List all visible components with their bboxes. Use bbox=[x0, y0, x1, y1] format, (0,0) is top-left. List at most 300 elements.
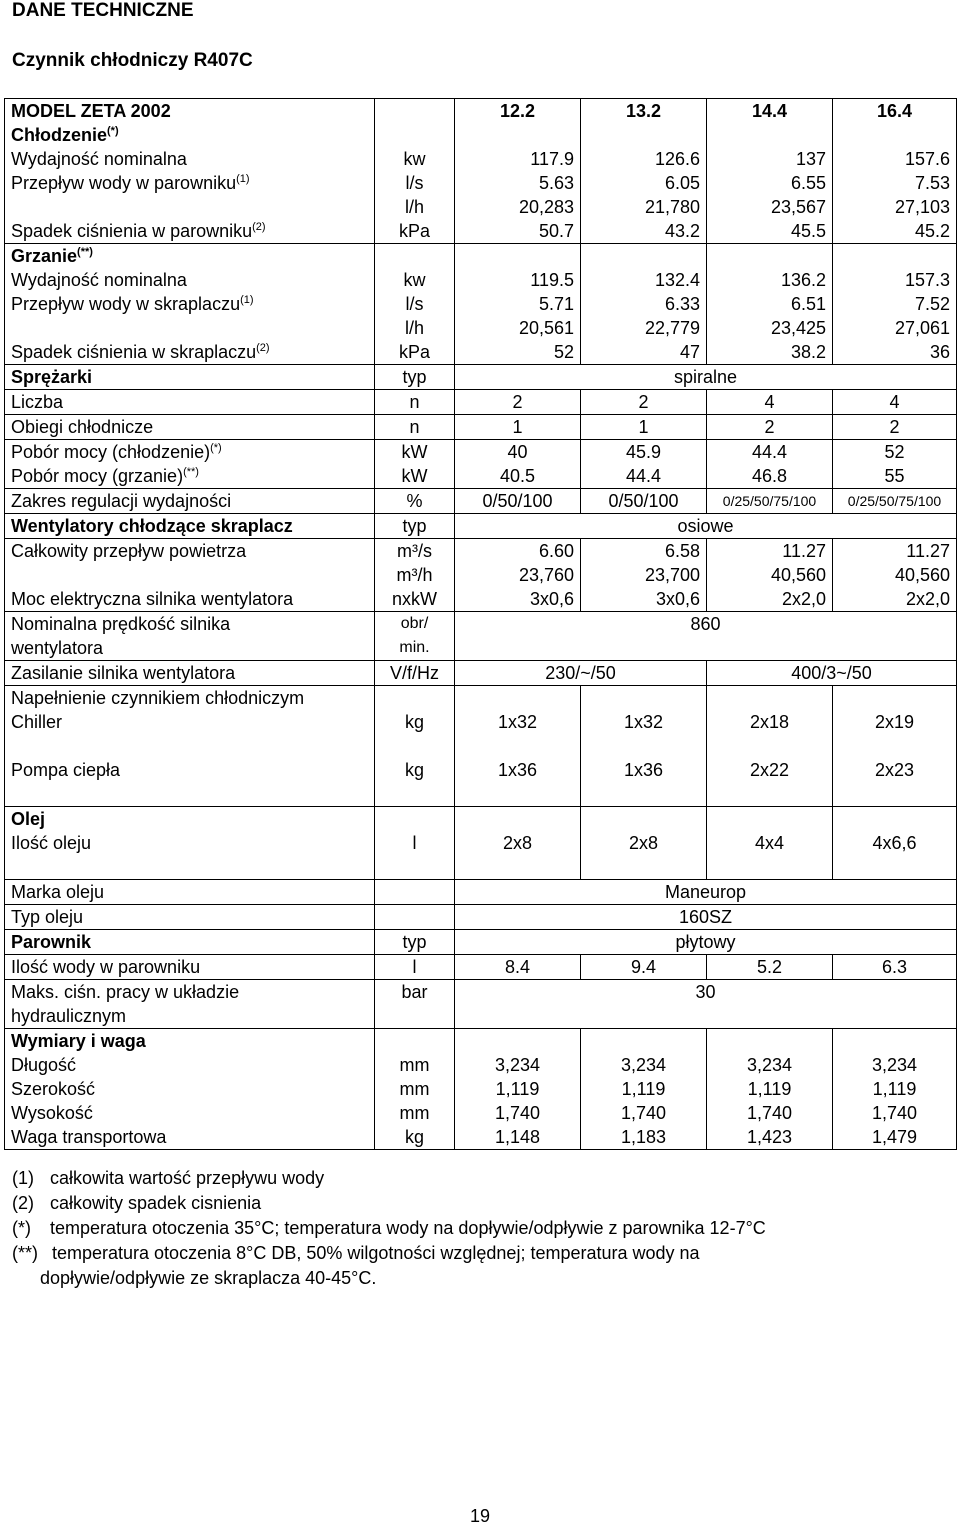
value-cell bbox=[833, 831, 957, 855]
footnote-mark: (2) bbox=[256, 342, 270, 354]
value-cell-text: 126.6 bbox=[654, 149, 700, 169]
value-cell bbox=[833, 1053, 957, 1077]
value-cell-text: 40,560 bbox=[770, 565, 826, 585]
value-cell bbox=[581, 268, 707, 292]
value-cell bbox=[455, 563, 581, 587]
cell-text: Chłodzenie bbox=[11, 125, 108, 145]
value-cell-text: 52 bbox=[553, 342, 574, 362]
footnotes bbox=[12, 1166, 952, 1291]
value-cell bbox=[455, 340, 581, 365]
unit-cell bbox=[375, 219, 455, 244]
unit-cell-text: l/h bbox=[404, 197, 424, 217]
value-cell-text: 3,234 bbox=[620, 1055, 667, 1075]
unit-cell bbox=[375, 464, 455, 489]
value-cell bbox=[455, 1077, 581, 1101]
unit-cell-text: mm bbox=[399, 1079, 430, 1099]
table-row bbox=[5, 316, 957, 340]
value-cell bbox=[707, 831, 833, 855]
value-cell-text: 44.4 bbox=[625, 466, 662, 486]
cell bbox=[581, 99, 707, 124]
value-cell-text: 1,423 bbox=[746, 1127, 793, 1147]
unit-cell-text: mm bbox=[399, 1055, 430, 1075]
table-row bbox=[5, 587, 957, 612]
value-cell-text: 50.7 bbox=[538, 221, 574, 241]
value-cell-text: 157.3 bbox=[904, 270, 950, 290]
fan-type-text: osiowe bbox=[677, 516, 734, 536]
cell-text: 0/25/50/75/100 bbox=[847, 493, 942, 509]
row-label bbox=[5, 563, 375, 587]
cell bbox=[375, 686, 455, 711]
row-label bbox=[5, 1053, 375, 1077]
fan-speed bbox=[455, 612, 957, 661]
row-label bbox=[5, 880, 375, 905]
footnote-mark: (2) bbox=[252, 221, 266, 233]
value-cell bbox=[833, 316, 957, 340]
value-cell-text: 117.9 bbox=[530, 149, 574, 169]
table-row bbox=[5, 855, 957, 880]
row-label bbox=[5, 464, 375, 489]
value-cell-text: 2x8 bbox=[502, 833, 533, 853]
value-cell bbox=[833, 710, 957, 734]
cell bbox=[707, 782, 833, 807]
value-cell bbox=[707, 1125, 833, 1150]
value-cell bbox=[455, 390, 581, 415]
row-label bbox=[5, 268, 375, 292]
table-row bbox=[5, 710, 957, 734]
value-cell-text: 6.51 bbox=[790, 294, 826, 314]
row-label bbox=[5, 219, 375, 244]
value-cell-text: 2x8 bbox=[628, 833, 659, 853]
row-label bbox=[5, 340, 375, 365]
value-cell-text: 1,119 bbox=[747, 1079, 792, 1099]
cell bbox=[455, 686, 581, 711]
value-cell-text: 22,779 bbox=[644, 318, 700, 338]
table-row bbox=[5, 539, 957, 564]
unit-cell-text: m³/h bbox=[396, 565, 433, 585]
row-label bbox=[5, 930, 375, 955]
value-cell-text: 2x22 bbox=[749, 760, 790, 780]
unit-cell-text: l bbox=[412, 957, 417, 977]
value-cell bbox=[455, 219, 581, 244]
value-cell-text: 40.5 bbox=[499, 466, 536, 486]
value-cell bbox=[455, 1125, 581, 1150]
cell bbox=[581, 855, 707, 880]
unit-cell-text: n bbox=[409, 417, 420, 437]
value-cell-text: 3,234 bbox=[494, 1055, 541, 1075]
value-cell bbox=[833, 1125, 957, 1150]
cell bbox=[833, 123, 957, 147]
cell bbox=[375, 782, 455, 807]
unit-cell bbox=[375, 930, 455, 955]
cell-text: Wentylatory chłodzące skraplacz bbox=[11, 516, 293, 536]
cell bbox=[581, 123, 707, 147]
cell bbox=[375, 807, 455, 832]
value-cell bbox=[707, 147, 833, 171]
cell-text: Obiegi chłodnicze bbox=[11, 417, 154, 437]
value-cell bbox=[833, 219, 957, 244]
value-cell-text: 1x36 bbox=[623, 760, 664, 780]
value-cell-text: 1,148 bbox=[494, 1127, 541, 1147]
cell bbox=[581, 489, 707, 514]
row-label bbox=[5, 440, 375, 465]
table-row bbox=[5, 905, 957, 930]
unit-cell bbox=[375, 1053, 455, 1077]
cell-text: Spadek ciśnienia w parowniku bbox=[11, 221, 253, 241]
unit-cell-text: kPa bbox=[398, 221, 431, 241]
value-cell bbox=[707, 539, 833, 564]
value-cell bbox=[581, 464, 707, 489]
cell-text: Grzanie bbox=[11, 246, 78, 266]
value-cell-text: 2 bbox=[638, 392, 649, 412]
row-label bbox=[5, 905, 375, 930]
value-cell-text: 2x23 bbox=[874, 760, 915, 780]
value-cell-text: 4x6,6 bbox=[872, 833, 917, 853]
cell-text: Parownik bbox=[11, 932, 92, 952]
unit-cell-text: typ bbox=[402, 367, 427, 387]
value-cell bbox=[455, 440, 581, 465]
value-cell-text: 27,103 bbox=[894, 197, 950, 217]
cell-text: Wymiary i waga bbox=[11, 1031, 146, 1051]
value-cell-text: 55 bbox=[884, 466, 905, 486]
value-cell bbox=[707, 340, 833, 365]
unit-cell bbox=[375, 489, 455, 514]
value-cell bbox=[833, 955, 957, 980]
table-row bbox=[5, 612, 957, 661]
value-cell-text: 1x32 bbox=[497, 712, 538, 732]
value-cell-text: 4 bbox=[764, 392, 775, 412]
value-cell-text: 1x32 bbox=[623, 712, 664, 732]
unit-cell bbox=[375, 980, 455, 1029]
footnote-double-star: (**) temperatura otoczenia 8°C DB, 50% wilgotności względnej; temperatura wody na bbox=[12, 1243, 700, 1263]
row-label bbox=[5, 1101, 375, 1125]
compressor-type-text: spiralne bbox=[673, 367, 738, 387]
value-cell bbox=[581, 147, 707, 171]
value-cell-text: 11.27 bbox=[906, 541, 950, 561]
unit-cell-text: kW bbox=[401, 466, 428, 486]
cell-text: Chiller bbox=[11, 712, 63, 732]
table-row bbox=[5, 1101, 957, 1125]
value-cell bbox=[455, 955, 581, 980]
cell bbox=[581, 1029, 707, 1054]
table-row bbox=[5, 440, 957, 465]
value-cell bbox=[833, 587, 957, 612]
value-cell bbox=[455, 268, 581, 292]
oil-type bbox=[455, 905, 957, 930]
table-row bbox=[5, 390, 957, 415]
cell bbox=[833, 244, 957, 269]
technical-data-table bbox=[4, 98, 957, 1150]
row-label bbox=[5, 539, 375, 564]
footnote-double-star-continued: dopływie/odpływie ze skraplacza 40-45°C. bbox=[40, 1268, 377, 1288]
cell bbox=[455, 489, 581, 514]
row-label bbox=[5, 782, 375, 807]
cell-text: Ilość oleju bbox=[11, 833, 92, 853]
value-cell-text: 2 bbox=[889, 417, 900, 437]
value-cell bbox=[833, 171, 957, 195]
value-cell-text: 1,740 bbox=[871, 1103, 918, 1123]
model-row bbox=[5, 99, 957, 124]
value-cell-text: 1,119 bbox=[621, 1079, 666, 1099]
value-cell bbox=[833, 415, 957, 440]
cell bbox=[707, 807, 833, 832]
cell bbox=[375, 99, 455, 124]
unit-cell-text: kw bbox=[403, 270, 426, 290]
value-cell-text: 23,760 bbox=[518, 565, 574, 585]
value-cell bbox=[707, 171, 833, 195]
row-label bbox=[5, 514, 375, 539]
row-label bbox=[5, 710, 375, 734]
cell-text: Ilość wody w parowniku bbox=[11, 957, 201, 977]
row-label bbox=[5, 1077, 375, 1101]
unit-cell bbox=[375, 147, 455, 171]
row-label bbox=[5, 955, 375, 980]
row-label bbox=[5, 415, 375, 440]
value-cell bbox=[833, 563, 957, 587]
row-label bbox=[5, 831, 375, 855]
row-label bbox=[5, 316, 375, 340]
table-row bbox=[5, 171, 957, 195]
max-pressure bbox=[455, 980, 957, 1029]
fan-type bbox=[455, 514, 957, 539]
unit-cell bbox=[375, 292, 455, 316]
value-cell-text: 52 bbox=[884, 442, 905, 462]
value-cell-text: 23,567 bbox=[770, 197, 826, 217]
row-label bbox=[5, 99, 375, 124]
value-cell-text: 6.33 bbox=[664, 294, 700, 314]
value-cell bbox=[581, 171, 707, 195]
footnote-mark: (*) bbox=[210, 442, 222, 454]
value-cell-text: 40,560 bbox=[894, 565, 950, 585]
table-row bbox=[5, 955, 957, 980]
row-label bbox=[5, 661, 375, 686]
value-cell bbox=[707, 195, 833, 219]
unit-cell bbox=[375, 612, 455, 661]
value-cell-text: 36 bbox=[929, 342, 950, 362]
row-label bbox=[5, 244, 375, 269]
row-label bbox=[5, 365, 375, 390]
unit-cell bbox=[375, 195, 455, 219]
cell bbox=[455, 244, 581, 269]
cell-text: Olej bbox=[11, 809, 46, 829]
value-cell-text: 2 bbox=[764, 417, 775, 437]
supply-a bbox=[455, 661, 707, 686]
value-cell bbox=[581, 539, 707, 564]
value-cell-text: 132.4 bbox=[654, 270, 700, 290]
unit-cell bbox=[375, 171, 455, 195]
value-cell-text: 5.2 bbox=[756, 957, 783, 977]
value-cell-text: 3,234 bbox=[746, 1055, 793, 1075]
cell bbox=[581, 734, 707, 758]
value-cell bbox=[833, 268, 957, 292]
value-cell bbox=[833, 539, 957, 564]
value-cell bbox=[455, 710, 581, 734]
cell-text: Szerokość bbox=[11, 1079, 96, 1099]
value-cell bbox=[707, 440, 833, 465]
cell bbox=[833, 855, 957, 880]
value-cell bbox=[455, 171, 581, 195]
unit-cell-text: m³/s bbox=[397, 541, 432, 561]
cell bbox=[375, 1029, 455, 1054]
value-cell-text: 47 bbox=[679, 342, 700, 362]
value-cell bbox=[581, 710, 707, 734]
cell-text: Nominalna prędkość silnika bbox=[11, 614, 231, 634]
value-cell-text: 1x36 bbox=[497, 760, 538, 780]
cell bbox=[375, 855, 455, 880]
unit-cell bbox=[375, 514, 455, 539]
cell bbox=[455, 782, 581, 807]
table-row bbox=[5, 880, 957, 905]
cell bbox=[707, 244, 833, 269]
value-cell-text: 23,425 bbox=[770, 318, 826, 338]
cell bbox=[833, 489, 957, 514]
value-cell bbox=[707, 1053, 833, 1077]
value-cell-text: 44.4 bbox=[751, 442, 788, 462]
unit-cell-text: kg bbox=[404, 1127, 424, 1147]
cooling-title-row bbox=[5, 123, 957, 147]
supply-a-text: 230/~/50 bbox=[545, 663, 616, 683]
table-row bbox=[5, 782, 957, 807]
cell bbox=[455, 1029, 581, 1054]
footnote-1: (1) całkowita wartość przepływu wody bbox=[12, 1168, 325, 1188]
unit-cell bbox=[375, 539, 455, 564]
unit-cell-text: bar bbox=[401, 982, 428, 1002]
table-row bbox=[5, 415, 957, 440]
value-cell bbox=[707, 710, 833, 734]
value-cell-text: 2x2,0 bbox=[781, 589, 826, 609]
value-cell bbox=[581, 758, 707, 782]
refrigerant-subheading: Czynnik chłodniczy R407C bbox=[12, 50, 253, 71]
cell-text: Długość bbox=[11, 1055, 77, 1075]
table-row bbox=[5, 292, 957, 316]
cell bbox=[455, 734, 581, 758]
table-row bbox=[5, 268, 957, 292]
cell-text: Przepływ wody w skraplaczu bbox=[11, 294, 241, 314]
value-cell bbox=[455, 758, 581, 782]
cell-text: 14.4 bbox=[751, 101, 788, 121]
unit-cell-text: n bbox=[409, 392, 420, 412]
value-cell bbox=[581, 292, 707, 316]
value-cell bbox=[581, 390, 707, 415]
value-cell-text: 6.60 bbox=[538, 541, 574, 561]
unit-cell-text: l/h bbox=[404, 318, 424, 338]
cell-text: Wydajność nominalna bbox=[11, 270, 187, 290]
cell-text: Całkowity przepływ powietrza bbox=[11, 541, 247, 561]
value-cell-text: 20,283 bbox=[518, 197, 574, 217]
value-cell-text: 1 bbox=[512, 417, 523, 437]
table-row bbox=[5, 195, 957, 219]
cell bbox=[455, 807, 581, 832]
evaporator-type-text: płytowy bbox=[675, 932, 736, 952]
cell-text: Przepływ wody w parowniku bbox=[11, 173, 237, 193]
unit-cell bbox=[375, 415, 455, 440]
row-label bbox=[5, 734, 375, 758]
value-cell bbox=[455, 1053, 581, 1077]
cell-text: Maks. ciśn. pracy w układzie bbox=[11, 982, 240, 1002]
unit-cell bbox=[375, 1077, 455, 1101]
table-row bbox=[5, 930, 957, 955]
value-cell bbox=[455, 316, 581, 340]
value-cell-text: 6.58 bbox=[664, 541, 700, 561]
row-label bbox=[5, 758, 375, 782]
footnote-mark: (**) bbox=[183, 466, 199, 478]
value-cell bbox=[581, 1053, 707, 1077]
cell bbox=[707, 734, 833, 758]
unit-cell bbox=[375, 758, 455, 782]
cell bbox=[581, 807, 707, 832]
value-cell bbox=[707, 292, 833, 316]
cell bbox=[581, 686, 707, 711]
value-cell bbox=[833, 292, 957, 316]
unit-cell-text: nxkW bbox=[392, 589, 437, 609]
unit-cell-text: kw bbox=[403, 149, 426, 169]
table-row bbox=[5, 831, 957, 855]
value-cell-text: 11.27 bbox=[782, 541, 826, 561]
value-cell-text: 1,740 bbox=[494, 1103, 541, 1123]
value-cell-text: 157.6 bbox=[904, 149, 950, 169]
cell bbox=[707, 489, 833, 514]
value-cell-text: 38.2 bbox=[790, 342, 826, 362]
document-heading: DANE TECHNICZNE bbox=[12, 0, 194, 21]
unit-cell bbox=[375, 661, 455, 686]
cell-text: Marka oleju bbox=[11, 882, 105, 902]
value-cell bbox=[707, 587, 833, 612]
row-label bbox=[5, 807, 375, 832]
cell bbox=[375, 905, 455, 930]
row-label bbox=[5, 292, 375, 316]
cell bbox=[833, 807, 957, 832]
value-cell-text: 4 bbox=[889, 392, 900, 412]
footnote-mark: (1) bbox=[236, 173, 250, 185]
value-cell bbox=[833, 390, 957, 415]
cell-text: Wysokość bbox=[11, 1103, 93, 1123]
value-cell bbox=[455, 1101, 581, 1125]
cell-text: Pobór mocy (chłodzenie) bbox=[11, 442, 211, 462]
value-cell-text: 8.4 bbox=[504, 957, 531, 977]
value-cell bbox=[707, 464, 833, 489]
table-row bbox=[5, 980, 957, 1029]
cell-text: Moc elektryczna silnika wentylatora bbox=[11, 589, 294, 609]
cell bbox=[833, 734, 957, 758]
value-cell bbox=[833, 1101, 957, 1125]
fan-speed-text: 860 bbox=[690, 614, 721, 634]
value-cell bbox=[707, 955, 833, 980]
table-row bbox=[5, 219, 957, 244]
value-cell bbox=[707, 758, 833, 782]
unit-cell bbox=[375, 955, 455, 980]
value-cell bbox=[707, 415, 833, 440]
heating-title-row bbox=[5, 244, 957, 269]
value-cell-text: 2x19 bbox=[874, 712, 915, 732]
table-row bbox=[5, 1077, 957, 1101]
row-label bbox=[5, 612, 375, 661]
cell bbox=[707, 1029, 833, 1054]
value-cell-text: 20,561 bbox=[518, 318, 574, 338]
cell-text: Sprężarki bbox=[11, 367, 93, 387]
cell-text: Spadek ciśnienia w skraplaczu bbox=[11, 342, 257, 362]
cell-text: 13.2 bbox=[625, 101, 662, 121]
unit-cell-text: kPa bbox=[398, 342, 431, 362]
cell bbox=[375, 123, 455, 147]
cell-text: Liczba bbox=[11, 392, 64, 412]
value-cell-text: 6.05 bbox=[664, 173, 700, 193]
oil-brand-text: Maneurop bbox=[664, 882, 747, 902]
value-cell bbox=[581, 219, 707, 244]
value-cell-text: 1,119 bbox=[872, 1079, 917, 1099]
value-cell bbox=[581, 587, 707, 612]
row-label bbox=[5, 123, 375, 147]
cell-text: 16.4 bbox=[876, 101, 913, 121]
unit-cell-text: l bbox=[412, 833, 417, 853]
